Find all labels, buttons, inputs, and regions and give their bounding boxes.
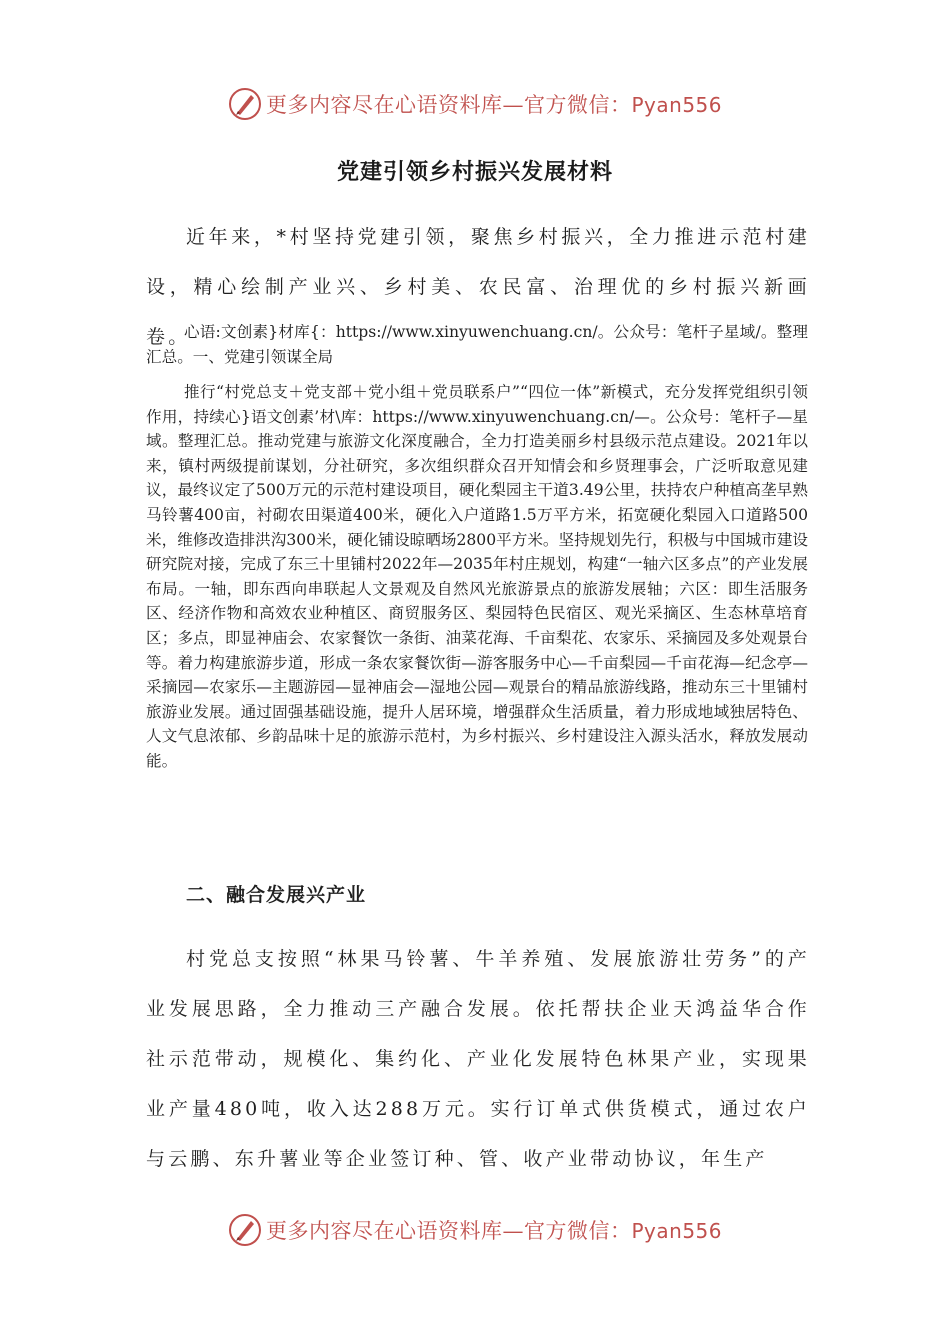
section1-paragraph: 推行“村党总支＋党支部＋党小组＋党员联系户”“四位一体”新模式，充分发挥党组织引领作用，持续心}语文创素’材\库：https://www.xinyuwenchuang.cn/—。公众号：笔杆子—星域。整理汇总。推动党建与旅游文化深度融合，全力打造美丽乡村县级示范点建设。2021年以来，镇村两级提前谋划，分社研究，多次组织群众召开知情会和乡贤理事会，广泛听取意见建议，最终议定了500万元的示范村建设项目，硬化梨园主干道3.49公里，扶持农户种植高垄早熟马铃薯400亩，衬砌农田渠道400米，硬化入户道路1.5万平方米，拓宽硬化梨园入口道路500米，维修改造排洪沟300米，硬化铺设晾晒场2800平方米。坚持规划先行，积极与中国城市建设研究院对接，完成了东三十里铺村2022年—2035年村庄规划，构建“一轴六区多点”的产业发展布局。一轴，即东西向串联起人文景观及自然风光旅游景点的旅游发展轴；六区：即生活服务区、经济作物和高效农业种植区、商贸服务区、梨园特色民宿区、观光采摘区、生态林草培育区；多点，即显神庙会、农家餐饮一条街、油菜花海、千亩梨花、农家乐、采摘园及多处观景台等。着力构建旅游步道，形成一条农家餐饮街—游客服务中心—千亩梨园—千亩花海—纪念亭—采摘园—农家乐—主题游园—显神庙会—湿地公园—观景台的精品旅游线路，推动东三十里铺村旅游业发展。通过固强基础设施，提升人居环境，增强群众生活质量，着力形成地域独居特色、人文气息浓郁、乡韵品味十足的旅游示范村，为乡村振兴、乡村建设注入源头活水，释放发展动能。 bbox=[146, 383, 809, 770]
source-note: 心语:文创素}材库{：https://www.xinyuwenchuang.cn/。公众号：笔杆子星域/。整理汇总。一、党建引领谋全局 bbox=[146, 323, 808, 366]
pen-logo-icon bbox=[228, 87, 262, 121]
wechat-id: Pyan556 bbox=[631, 93, 723, 117]
banner-text: 更多内容尽在心语资料库—官方微信：Pyan556 bbox=[266, 93, 723, 117]
section2-heading: 二、融合发展兴产业 bbox=[186, 884, 367, 906]
intro-paragraph: 近年来，*村坚持党建引领，聚焦乡村振兴，全力推进示范村建设，精心绘制产业兴、乡村美、农民富、治理优的乡村振兴新画卷。 bbox=[146, 226, 810, 348]
banner-text: 更多内容尽在心语资料库—官方微信：Pyan556 bbox=[266, 1219, 723, 1243]
wechat-id: Pyan556 bbox=[631, 1219, 723, 1243]
section2-paragraph: 村党总支按照“林果马铃薯、牛羊养殖、发展旅游壮劳务”的产业发展思路，全力推动三产融合发展。依托帮扶企业天鸿益华合作社示范带动，规模化、集约化、产业化发展特色林果产业，实现果业产量480吨，收入达288万元。实行订单式供货模式，通过农户与云鹏、东升薯业等企业签订种、管、收产业带动协议，年生产 bbox=[146, 948, 810, 1170]
page-title: 党建引领乡村振兴发展材料 bbox=[336, 160, 613, 185]
pen-logo-icon bbox=[228, 1213, 262, 1247]
footer-banner[interactable] bbox=[228, 1212, 722, 1248]
header-banner[interactable] bbox=[228, 86, 722, 122]
